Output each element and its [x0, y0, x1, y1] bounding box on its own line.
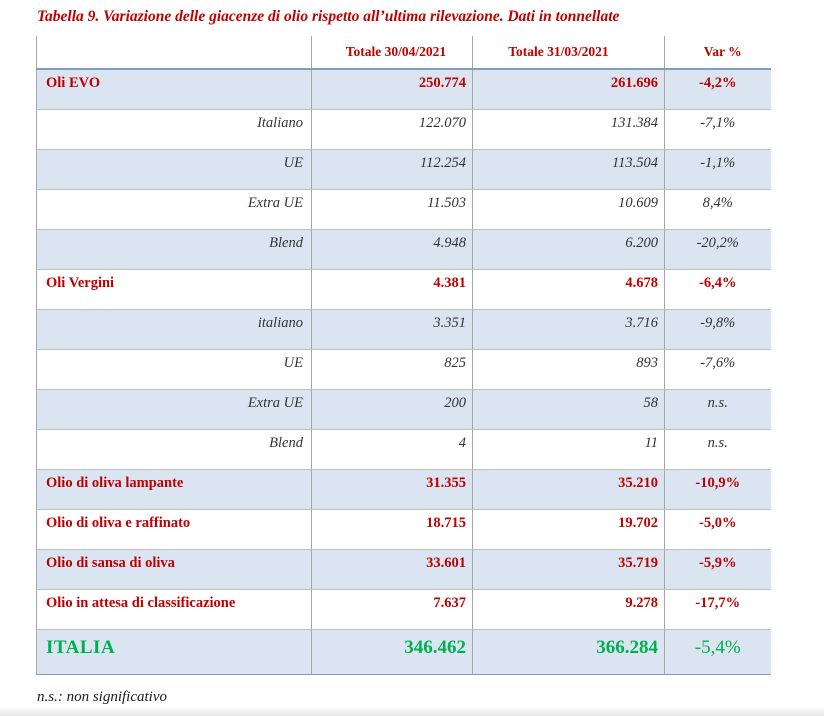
- row-var: -10,9%: [665, 469, 771, 509]
- row-label: Oli Vergini: [37, 269, 312, 309]
- row-var: -7,6%: [665, 349, 771, 389]
- row-total-march: 10.609: [473, 189, 665, 229]
- row-total-april: 7.637: [312, 589, 473, 629]
- row-label: UE: [37, 349, 312, 389]
- row-total-april: 18.715: [312, 509, 473, 549]
- row-total-april: 346.462: [312, 629, 473, 674]
- table-body: [37, 69, 771, 674]
- row-var: -4,2%: [665, 69, 771, 109]
- table-title: Tabella 9. Variazione delle giacenze di olio rispetto all’ultima rilevazione. Dati in tonnellate: [37, 8, 620, 25]
- row-var: -9,8%: [665, 309, 771, 349]
- header-row: [37, 36, 771, 69]
- row-total-april: 200: [312, 389, 473, 429]
- row-total-april: 3.351: [312, 309, 473, 349]
- row-label: UE: [37, 149, 312, 189]
- row-total-march: 9.278: [473, 589, 665, 629]
- row-total-march: 6.200: [473, 229, 665, 269]
- row-total-march: 3.716: [473, 309, 665, 349]
- row-label: Olio di sansa di oliva: [37, 549, 312, 589]
- header-total-april: Totale 30/04/2021: [312, 36, 473, 69]
- row-total-march: 19.702: [473, 509, 665, 549]
- table-row: [37, 589, 771, 629]
- row-var: 8,4%: [665, 189, 771, 229]
- table-row: [37, 309, 771, 349]
- row-total-march: 4.678: [473, 269, 665, 309]
- table-row: [37, 469, 771, 509]
- row-total-april: 11.503: [312, 189, 473, 229]
- row-total-march: 35.210: [473, 469, 665, 509]
- row-label: Olio di oliva lampante: [37, 469, 312, 509]
- table-row: [37, 269, 771, 309]
- row-label: Extra UE: [37, 189, 312, 229]
- table-row: [37, 189, 771, 229]
- row-var: -1,1%: [665, 149, 771, 189]
- row-total-march: 113.504: [473, 149, 665, 189]
- row-total-march: 893: [473, 349, 665, 389]
- row-total-march: 261.696: [473, 69, 665, 109]
- row-label: Olio di oliva e raffinato: [37, 509, 312, 549]
- table-row: [37, 69, 771, 109]
- table-row: [37, 549, 771, 589]
- table-row: [37, 149, 771, 189]
- row-label: Italiano: [37, 109, 312, 149]
- header-var: Var %: [665, 36, 771, 69]
- row-label: Blend: [37, 229, 312, 269]
- row-total-april: 31.355: [312, 469, 473, 509]
- row-total-april: 4.948: [312, 229, 473, 269]
- row-var: -5,0%: [665, 509, 771, 549]
- row-var: n.s.: [665, 429, 771, 469]
- row-total-march: 58: [473, 389, 665, 429]
- table-row: [37, 349, 771, 389]
- row-var: -5,9%: [665, 549, 771, 589]
- row-total-april: 112.254: [312, 149, 473, 189]
- header-total-march: Totale 31/03/2021: [473, 36, 665, 69]
- table-container: [36, 36, 770, 675]
- table-row: [37, 429, 771, 469]
- row-label: Oli EVO: [37, 69, 312, 109]
- row-total-april: 122.070: [312, 109, 473, 149]
- row-total-march: 366.284: [473, 629, 665, 674]
- header-label: [37, 36, 312, 69]
- row-var: n.s.: [665, 389, 771, 429]
- row-var: -5,4%: [665, 629, 771, 674]
- row-total-march: 131.384: [473, 109, 665, 149]
- row-total-april: 4.381: [312, 269, 473, 309]
- table-row: [37, 509, 771, 549]
- row-var: -7,1%: [665, 109, 771, 149]
- row-label: ITALIA: [37, 629, 312, 674]
- page-edge-shadow: [0, 706, 824, 716]
- row-label: Blend: [37, 429, 312, 469]
- row-label: italiano: [37, 309, 312, 349]
- footnote: n.s.: non significativo: [37, 689, 167, 705]
- row-label: Olio in attesa di classificazione: [37, 589, 312, 629]
- row-var: -17,7%: [665, 589, 771, 629]
- row-total-april: 825: [312, 349, 473, 389]
- row-total-march: 35.719: [473, 549, 665, 589]
- row-label: Extra UE: [37, 389, 312, 429]
- table-row: [37, 629, 771, 674]
- table-row: [37, 389, 771, 429]
- row-total-march: 11: [473, 429, 665, 469]
- row-var: -6,4%: [665, 269, 771, 309]
- row-total-april: 33.601: [312, 549, 473, 589]
- row-total-april: 4: [312, 429, 473, 469]
- row-var: -20,2%: [665, 229, 771, 269]
- row-total-april: 250.774: [312, 69, 473, 109]
- table-row: [37, 229, 771, 269]
- stock-table: [36, 36, 771, 675]
- table-row: [37, 109, 771, 149]
